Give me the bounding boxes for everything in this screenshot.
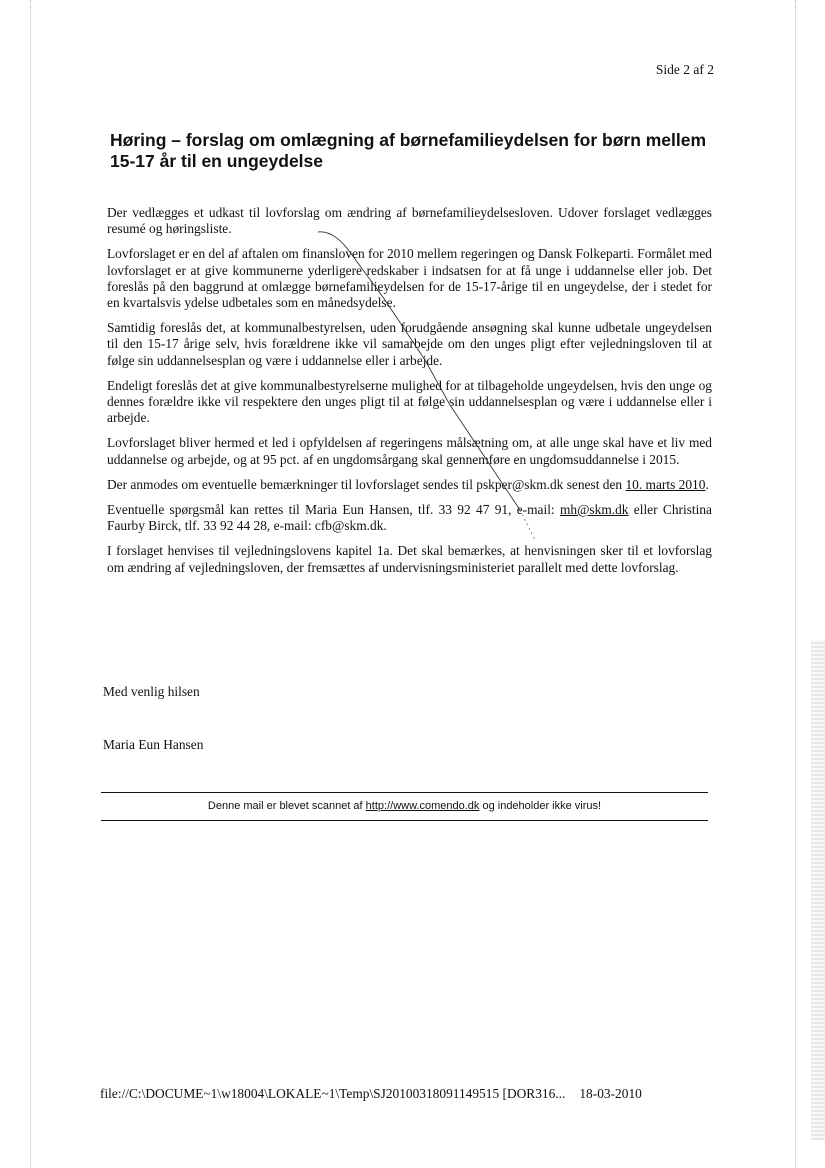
pen-stroke-line (318, 232, 520, 510)
document-title: Høring – forslag om omlægning af børnefamilieydelsen for børn mellem 15-17 år til en ungeydelse (110, 130, 707, 171)
paragraph-withholding: Endeligt foreslås det at give kommunalbestyrelserne mulighed for at tilbageholde ungeydelsen, hvis den unge og dennes forældre ikke vil respektere den unges pligt til at følge sin uddannelsesplan og være i uddannelse eller i arbejde. (107, 377, 712, 426)
paragraph-purpose: Lovforslaget er en del af aftalen om finansloven for 2010 mellem regeringen og Dansk Folkeparti. Formålet med lovforslaget er at give kommunerne yderligere redskaber i indsatsen for at få unge i uddannelse eller job. Det foreslås på den baggrund at omlægge børnefamilieydelsen for de 15-17-årige til en ungeydelse, der i stedet for en kvartalsvis ydelse udbetales som en månedsydelse. (107, 246, 712, 311)
deadline-date: 10. marts 2010 (625, 476, 706, 492)
footer-date: 18-03-2010 (579, 1086, 642, 1101)
contact-email-link[interactable]: mh@skm.dk (559, 502, 629, 518)
footer-file-path: file://C:\DOCUME~1\w18004\LOKALE~1\Temp\SJ20100318091149515 [DOR316... 18-03-2010 (100, 1086, 642, 1101)
paragraph-contact: Eventuelle spørgsmål kan rettes til Maria Eun Hansen, tlf. 33 92 47 91, e-mail: mh@skm.dk eller Christina Faurby Birck, tlf. 33 92 44 28, e-mail: cfb@skm.dk. (107, 502, 712, 534)
page-number: Side 2 af 2 (655, 62, 714, 77)
paragraph-intro: Der vedlægges et udkast til lovforslag om ændring af børnefamilieydelsesloven. Udover forslaget vedlægges resumé og høringsliste. (107, 205, 712, 237)
signature: Maria Eun Hansen (103, 737, 204, 752)
greeting: Med venlig hilsen (103, 684, 200, 699)
pen-stroke-tail (520, 510, 535, 540)
scan-notice-link[interactable]: http://www.comendo.dk (365, 800, 480, 812)
paragraph-deadline: Der anmodes om eventuelle bemærkninger til lovforslaget sendes til pskper@skm.dk senest den 10. marts 2010. (107, 476, 709, 492)
paragraph-note: I forslaget henvises til vejledningslovens kapitel 1a. Det skal bemærkes, at henvisningen sker til et lovforslag om ændring af vejledningsloven, der fremsættes af undervisningsministeriet parallelt med dette lovforslag. (107, 543, 712, 575)
scan-notice: Denne mail er blevet scannet af http://www.comendo.dk og indeholder ikke virus! (207, 800, 602, 812)
paragraph-payment: Samtidig foreslås det, at kommunalbestyrelsen, uden forudgående ansøgning skal kunne udbetale ungeydelsen til den 15-17 årige selv, hvis forældrene ikke vil samarbejde om den unges pligt efter vejledningsloven til at følge sin uddannelsesplan og være i uddannelse eller i arbejde. (107, 320, 712, 368)
paragraph-goal: Lovforslaget bliver hermed et led i opfyldelsen af regeringens målsætning om, at alle unge skal have et liv med uddannelse og arbejde, og at 95 pct. af en ungdomsårgang skal gennemføre en ungdomsuddannelse i 2015. (107, 435, 712, 467)
